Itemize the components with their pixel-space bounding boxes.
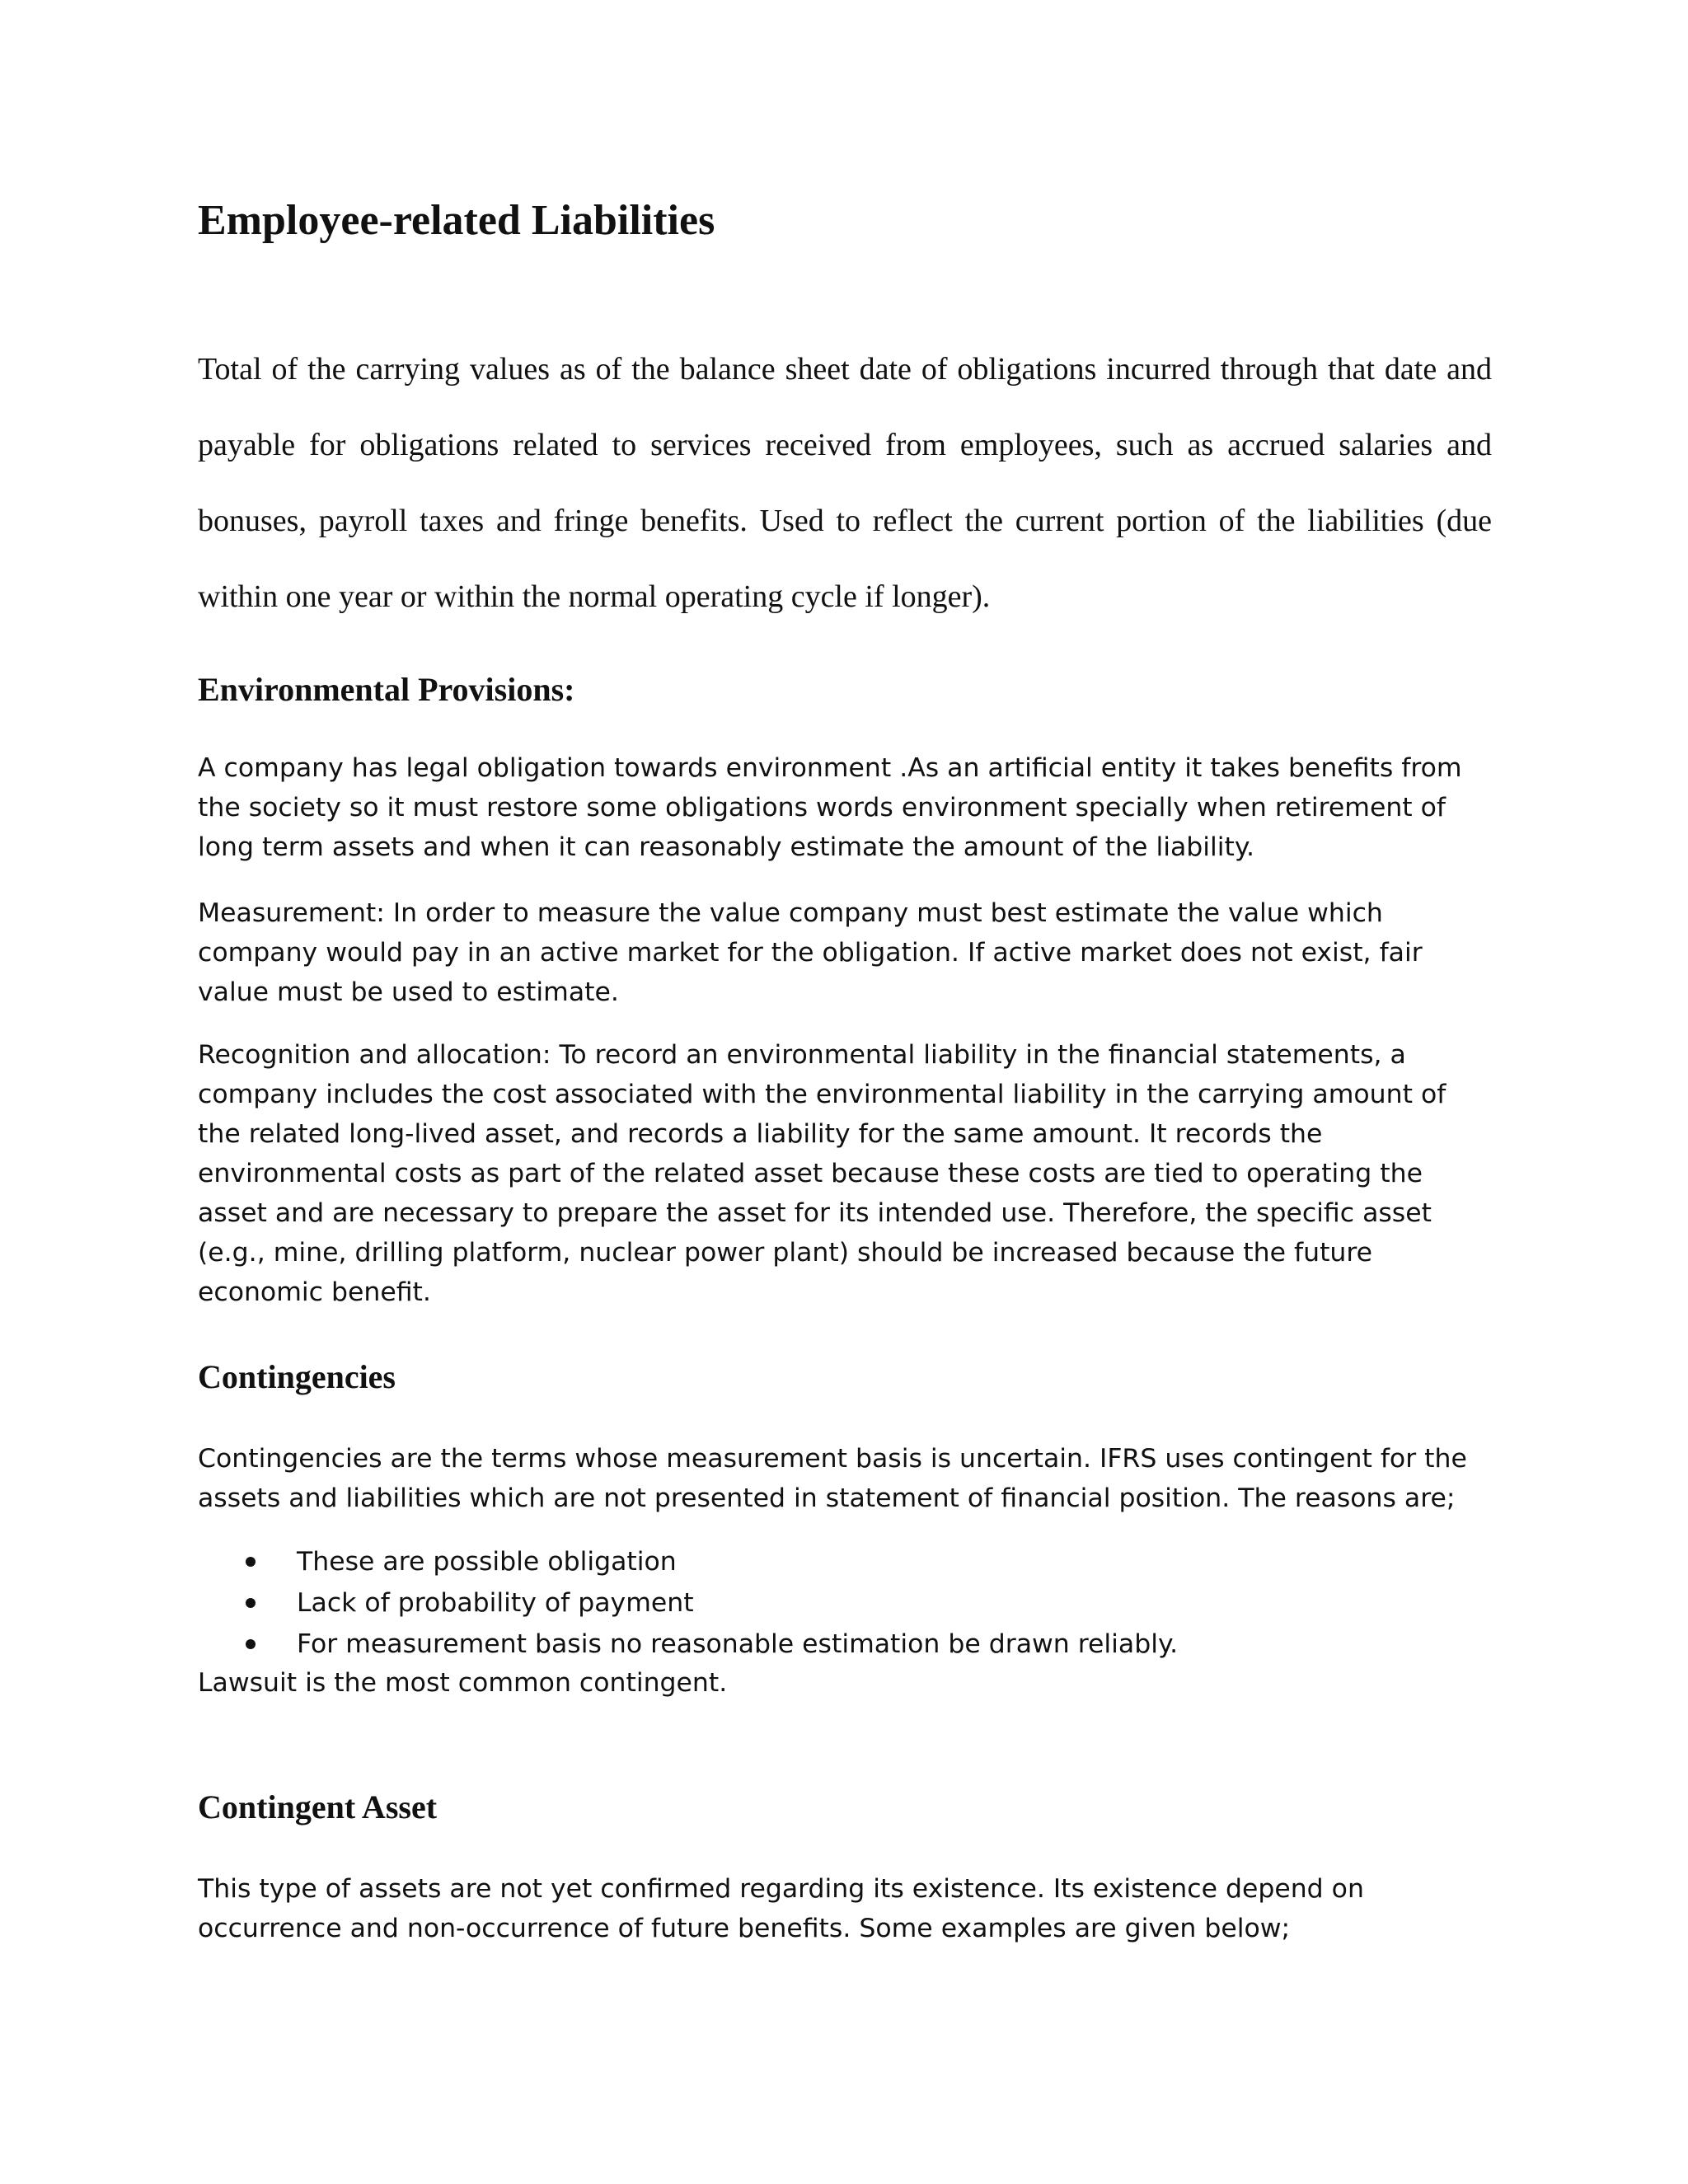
list-item — [198, 1541, 1178, 1582]
heading-environmental-provisions: Environmental Provisions: — [198, 671, 575, 708]
list-item-text: Lack of probability of payment — [297, 1588, 694, 1618]
paragraph-lawsuit: Lawsuit is the most common contingent. — [198, 1668, 728, 1698]
bullet-icon — [246, 1598, 256, 1608]
paragraph-contingencies-intro: Contingencies are the terms whose measurement basis is uncertain. IFRS uses contingent for the assets and liabilities which are not presented in statement of financial position. The reasons are; — [198, 1444, 1467, 1513]
heading-employee-related-liabilities: Employee-related Liabilities — [198, 197, 715, 244]
bullet-icon — [246, 1557, 256, 1567]
heading-contingent-asset: Contingent Asset — [198, 1788, 438, 1825]
document-page — [198, 0, 1492, 2184]
paragraph-measurement: Measurement: In order to measure the value company must best estimate the value which company would pay in an active market for the obligation. If active market does not exist, fair value must be used to estimate. — [198, 898, 1423, 1007]
bullet-icon — [246, 1639, 256, 1649]
paragraph-contingent-asset: This type of assets are not yet confirmed regarding its existence. Its existence depend on occurrence and non-occurrence of future benefits. Some examples are given below; — [198, 1874, 1364, 1943]
list-item-text: For measurement basis no reasonable estimation be drawn reliably. — [297, 1629, 1179, 1659]
list-item — [198, 1624, 1178, 1665]
paragraph-environmental-obligation: A company has legal obligation towards environment .As an artificial entity it takes benefits from the society so it must restore some obligations words environment specially when retirement of long term assets and when it can reasonably estimate the amount of the liability. — [198, 753, 1462, 862]
paragraph-employee-liabilities: Total of the carrying values as of the balance sheet date of obligations incurred through that date and payable for obligations related to services received from employees, such as accrued salaries and bonuses, payroll taxes and fringe benefits. Used to reflect the current portion of the liabilities (due within one year or within the normal operating cycle if longer). — [198, 352, 1492, 614]
heading-contingencies: Contingencies — [198, 1358, 396, 1395]
list-item-text: These are possible obligation — [297, 1547, 677, 1577]
list-item — [198, 1582, 1178, 1624]
paragraph-recognition-allocation: Recognition and allocation: To record an environmental liability in the financial statements, a company includes the cost associated with the environmental liability in the carrying amount of the related long-lived asset, and records a liability for the same amount. It records the environmental costs as part of the related asset because these costs are tied to operating the asset and are necessary to prepare the asset for its intended use. Therefore, the specific asset (e.g., mine, drilling platform, nuclear power plant) should be increased because the future economic benefit. — [198, 1040, 1447, 1307]
contingencies-reasons-list — [198, 1541, 1178, 1665]
